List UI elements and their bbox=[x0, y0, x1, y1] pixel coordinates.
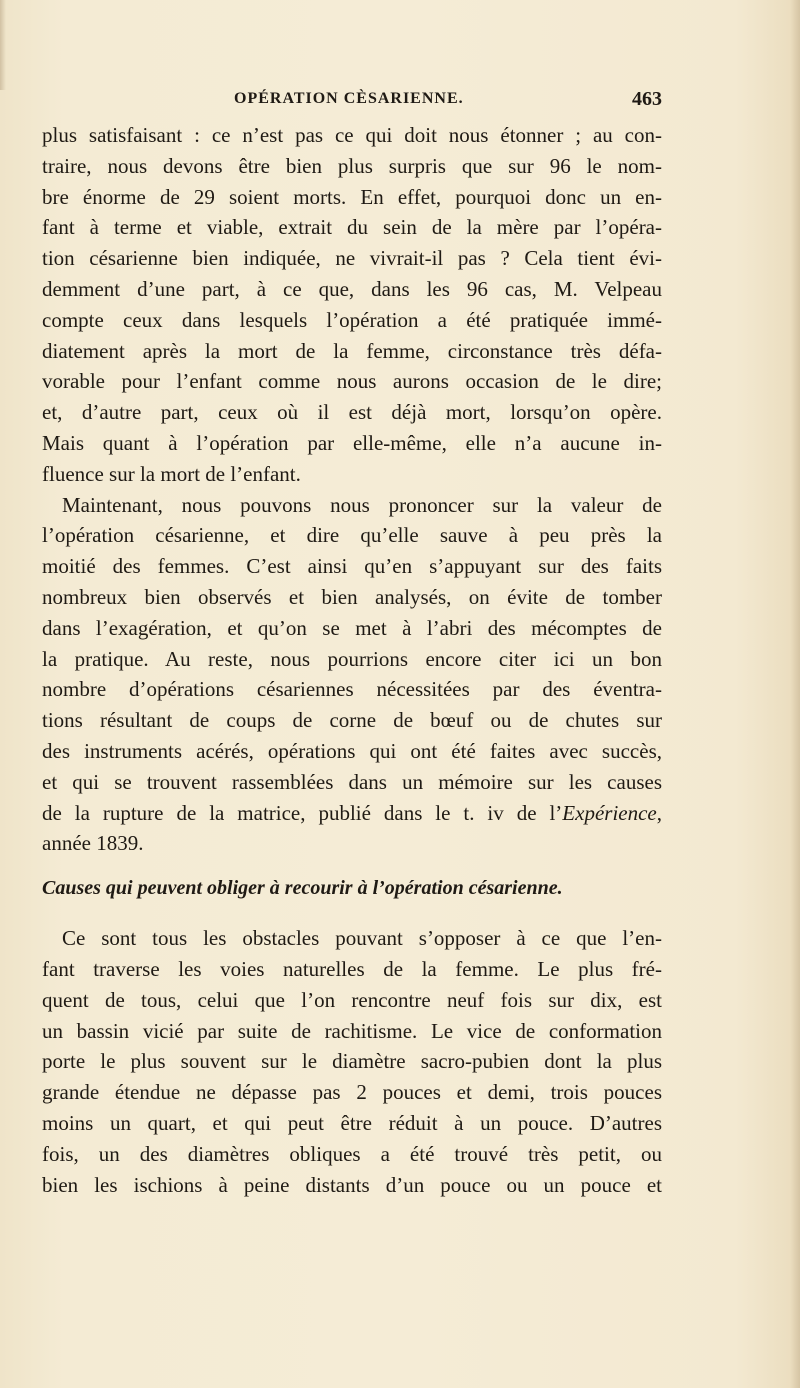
text-line: moitié des femmes. C’est ainsi qu’en s’appuyant sur des faits bbox=[42, 554, 662, 579]
citation-text: de la rupture de la matrice, publié dans le t. iv de l’ bbox=[42, 800, 563, 825]
text-line: porte le plus souvent sur le diamètre sacro-pubien dont la plus bbox=[42, 1049, 662, 1074]
text-line: fant traverse les voies naturelles de la femme. Le plus fré- bbox=[42, 956, 662, 981]
text-line: diatement après la mort de la femme, circonstance très défa- bbox=[42, 338, 662, 363]
paragraph-2 bbox=[42, 490, 662, 860]
text-line: tions résultant de coups de corne de bœuf ou de chutes sur bbox=[42, 708, 662, 733]
text-line: fant à terme et viable, extrait du sein de la mère par l’opéra- bbox=[42, 215, 662, 240]
text-line: un bassin vicié par suite de rachitisme. Le vice de conformation bbox=[42, 1018, 662, 1043]
page-edge-shadow-right bbox=[790, 0, 800, 1388]
text-line: et qui se trouvent rassemblées dans un mémoire sur les causes bbox=[42, 769, 662, 794]
citation-line bbox=[42, 798, 662, 829]
text-line: traire, nous devons être bien plus surpris que sur 96 le nom- bbox=[42, 153, 662, 178]
text-line: la pratique. Au reste, nous pourrions encore citer ici un bon bbox=[42, 646, 662, 671]
text-line: des instruments acérés, opérations qui ont été faites avec succès, bbox=[42, 738, 662, 763]
section-heading: Causes qui peuvent obliger à recourir à l’opération césarienne. bbox=[42, 877, 563, 900]
text-line: moins un quart, et qui peut être réduit à un pouce. D’autres bbox=[42, 1110, 662, 1135]
text-line: plus satisfaisant : ce n’est pas ce qui doit nous étonner ; au con- bbox=[42, 123, 662, 147]
text-line: bre énorme de 29 soient morts. En effet, pourquoi donc un en- bbox=[42, 184, 662, 209]
page-edge-shadow-left bbox=[0, 0, 6, 90]
text-line: et, d’autre part, ceux où il est déjà mort, lorsqu’on opère. bbox=[42, 400, 662, 425]
text-line: tion césarienne bien indiquée, ne vivrait-il pas ? Cela tient évi- bbox=[42, 246, 662, 271]
text-line: Ce sont tous les obstacles pouvant s’opposer à ce que l’en- bbox=[62, 926, 662, 951]
text-line: demment d’une part, à ce que, dans les 96 cas, M. Velpeau bbox=[42, 276, 662, 301]
journal-title: Expérience bbox=[562, 800, 657, 825]
text-line: fois, un des diamètres obliques a été trouvé très petit, ou bbox=[42, 1141, 662, 1166]
citation-punctuation: , bbox=[656, 800, 662, 825]
text-line: Mais quant à l’opération par elle-même, elle n’a aucune in- bbox=[42, 430, 662, 455]
page-header bbox=[42, 88, 662, 114]
text-line: nombre d’opérations césariennes nécessitées par des éventra- bbox=[42, 677, 662, 702]
text-line: année 1839. bbox=[42, 831, 144, 856]
text-line: grande étendue ne dépasse pas 2 pouces et demi, trois pouces bbox=[42, 1080, 662, 1105]
body-text bbox=[42, 120, 662, 1200]
paragraph-1 bbox=[42, 120, 662, 490]
paragraph-3 bbox=[42, 923, 662, 1200]
text-line: vorable pour l’enfant comme nous aurons occasion de le dire; bbox=[42, 369, 662, 394]
text-line: fluence sur la mort de l’enfant. bbox=[42, 461, 301, 486]
text-line: bien les ischions à peine distants d’un pouce ou un pouce et bbox=[42, 1172, 662, 1197]
running-title: OPÉRATION CÈSARIENNE. bbox=[234, 90, 464, 107]
text-line: Maintenant, nous pouvons nous prononcer sur la valeur de bbox=[62, 492, 662, 517]
page-number: 463 bbox=[632, 88, 662, 110]
text-line: compte ceux dans lesquels l’opération a été pratiquée immé- bbox=[42, 307, 662, 332]
text-line: quent de tous, celui que l’on rencontre neuf fois sur dix, est bbox=[42, 987, 662, 1012]
text-line: l’opération césarienne, et dire qu’elle sauve à peu près la bbox=[42, 523, 662, 548]
text-line: nombreux bien observés et bien analysés, on évite de tomber bbox=[42, 584, 662, 609]
text-line: dans l’exagération, et qu’on se met à l’abri des mécomptes de bbox=[42, 615, 662, 640]
